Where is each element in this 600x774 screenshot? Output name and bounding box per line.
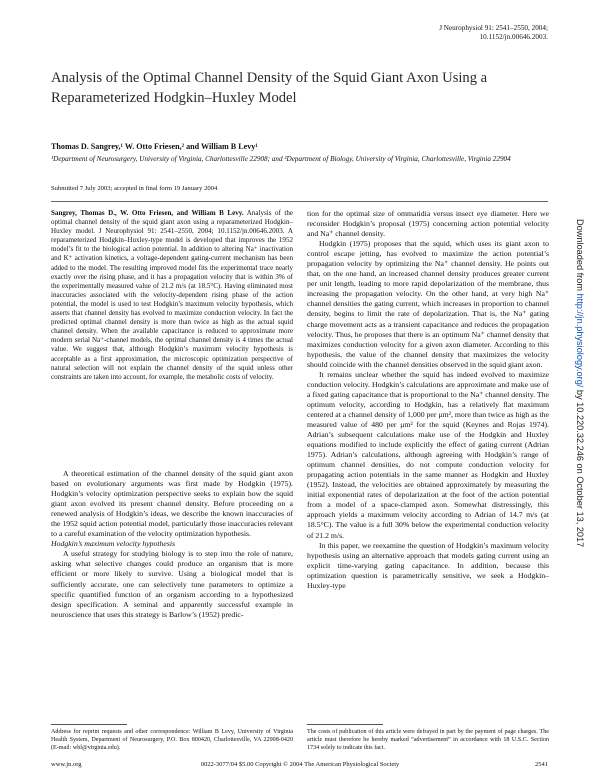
journal-website: www.jn.org bbox=[51, 761, 82, 768]
journal-doi: 10.1152/jn.00646.2003. bbox=[479, 33, 548, 42]
download-prefix: Downloaded from bbox=[575, 219, 585, 294]
download-suffix: by 10.220.32.246 on October 13, 2017 bbox=[575, 387, 585, 548]
page-number: 2541 bbox=[535, 761, 548, 768]
section-heading: Hodgkin’s maximum velocity hypothesis bbox=[51, 539, 176, 549]
journal-citation bbox=[328, 24, 548, 43]
download-notice-text bbox=[575, 219, 585, 547]
copyright-notice: 0022-3077/04 $5.00 Copyright © 2004 The American Physiological Society bbox=[200, 761, 400, 768]
body-paragraph: A useful strategy for studying biology is to step into the role of nature, asking what selective changes could produce an organism that is more efficient or more likely to survive. Using a biological model that is sufficiently accurate, one can selectively tune parameters to optimize a specific quantified function of an organism according to a hypothesized design specification. A seminal and apparently successful example in neuroscience that uses this strategy is Barlow’s (1952) predic- bbox=[51, 549, 293, 619]
publication-cost-footnote: The costs of publication of this article were defrayed in part by the payment of page charges. The article must therefore be hereby marked “advertisement” in accordance with 18 U.S.C. Section 1734 solely to indicate this fact. bbox=[307, 729, 549, 751]
author-affiliations: ¹Department of Neurosurgery, University of Virginia, Charlottesville 22908; and ²Department of Biology, University of Virginia, Charlottesville, Virginia 22904 bbox=[51, 155, 511, 163]
journal-citation-line1: J Neurophysiol 91: 2541–2550, 2004; bbox=[439, 24, 548, 32]
header-divider bbox=[51, 201, 548, 202]
body-paragraph: In this paper, we reexamine the question of Hodgkin’s maximum velocity hypothesis using an alternative approach that models gating current using an explicit time-varying gating capacitance. In addition, because this optimization question is parametrically sensitive, we seek a Hodgkin–Huxley-type bbox=[307, 540, 549, 590]
footnote-divider-left bbox=[51, 724, 127, 725]
abstract-lead: Sangrey, Thomas D., W. Otto Friesen, and William B Levy. bbox=[51, 209, 244, 217]
intro-paragraph: A theoretical estimation of the channel density of the squid giant axon based on evolutionary arguments was first made by Hodgkin (1975). Hodgkin’s velocity optimization perspective seeks to explain how the squid giant axon evolved its present channel density. Before proceeding on a renewed analysis of Hodgkin’s ideas, we describe the known inaccuracies of the 1952 squid action potential model, particularly those inaccuracies relevant to a careful examination of the velocity optimization hypothesis. bbox=[51, 469, 293, 539]
body-paragraph: It remains unclear whether the squid has indeed evolved to maximize conduction velocity. Hodgkin’s calculations are approximate and make use of a fixed gating capacitance that is proportional to the Na⁺ channel density. The optimum velocity, according to Hodgkin, has a relatively flat maximum centered at a channel density of 1,000 per μm², more than twice as high as the measured value of 480 per μm² for the squid (Keynes and Rojas 1974). Adrian’s subsequent calculations make use of the Hodgkin and Huxley equations modified to include explicitly the effect of gating current (Adrian 1975). Adrian’s calculations, although agreeing with Hodgkin’s range of optimum channel densities, do not compute conduction velocity for propagating action potentials in the same manner as Hodgkin and Huxley (1952). Instead, the velocities are obtained approximately by measuring the initial exponential rates of depolarization at the foot of the action potential from a model of a space-clamped axon. Somewhat distressingly, this approach yields a maximum velocity according to Adrian of 14.7 m/s (at 18.5°C). The value is a full 30% below the experimental conduction velocity of 21.2 m/s. bbox=[307, 369, 549, 540]
download-notice bbox=[570, 219, 590, 759]
left-column-body bbox=[51, 469, 293, 620]
body-paragraph: Hodgkin (1975) proposes that the squid, which uses its giant axon to control escape jetting, has evolved to maximize the action potential’s propagation velocity by optimizing the Na⁺ channel density. He points out that, on the one hand, an increased channel density produces greater current per unit length, leading to more rapid depolarization of the membrane, thus increasing the propagation velocity. On the other hand, at very high Na⁺ channel densities the gating current, which increases in proportion to channel density, begins to limit the rate of depolarization. That is, the Na⁺ gating charge movement acts as a transient capacitance and reduces the propagation velocity. Thus, he proposes that there is an optimum Na⁺ channel density that maximizes conduction velocity for a given axon diameter. According to this hypothesis, the value of the channel density that maximizes the velocity should coincide with the channel densities observed in the squid giant axon. bbox=[307, 239, 549, 369]
footnote-divider-right bbox=[307, 724, 383, 725]
article-authors: Thomas D. Sangrey,¹ W. Otto Friesen,² and William B Levy¹ bbox=[51, 142, 258, 151]
download-link[interactable]: http://jn.physiology.org/ bbox=[575, 293, 585, 388]
body-paragraph: tion for the optimal size of ommatidia versus insect eye diameter. Here we reconsider Hodgkin’s proposal (1975) concerning action potential velocity and Na⁺ channel density. bbox=[307, 209, 549, 239]
article-title: Analysis of the Optimal Channel Density of the Squid Giant Axon Using a Reparameterized Hodgkin–Huxley Model bbox=[51, 70, 488, 106]
right-column-body bbox=[307, 209, 549, 591]
correspondence-footnote: Address for reprint requests and other correspondence: William B Levy, University of Virginia Health System, Department of Neurosurgery, P.O. Box 800420, Charlottesville, VA 22908-0420 (E-mail: wbl@virginia.edu). bbox=[51, 729, 293, 751]
submission-dates: Submitted 7 July 2003; accepted in final form 19 January 2004 bbox=[51, 185, 218, 192]
abstract-text: Analysis of the optimal channel density of the squid giant axon using a reparameterized Hodgkin–Huxley model. J Neurophysiol 91: 2541–2550, 2004; 10.1152/jn.00646.2003. A reparameterized Hodgkin–Huxley-type model is developed that improves the 1952 model’s fit to the biological action potential. In addition to altering Na⁺ inactivation and K⁺ activation kinetics, a voltage-dependent gating-current mechanism has been added to the model. The resulting improved model fits the experimental trace nearly exactly over the rising phase, and it has a propagation velocity that is within 3% of the experimentally measured value of 21.2 m/s (at 18.5°C). Having eliminated most inaccuracies associated with the velocity-dependent rising phase of the action potential, the model is used to test Hodgkin’s maximum velocity hypothesis, which asserts that channel density has evolved to maximize conduction velocity. In fact the predicted optimal channel density is more than twice as high as the actual squid channel density. When the available capacitance is reduced to approximate more modern serial Na⁺-channel models, the optimal channel density is 4 times the actual value. We suggest that, although Hodgkin’s maximum velocity hypothesis is acceptable as a first approximation, the microscopic optimization perspective of natural selection will not explain the channel density of the squid unless other constraints are taken into account, for example, the metabolic costs of velocity. bbox=[51, 209, 293, 381]
abstract bbox=[51, 209, 293, 382]
